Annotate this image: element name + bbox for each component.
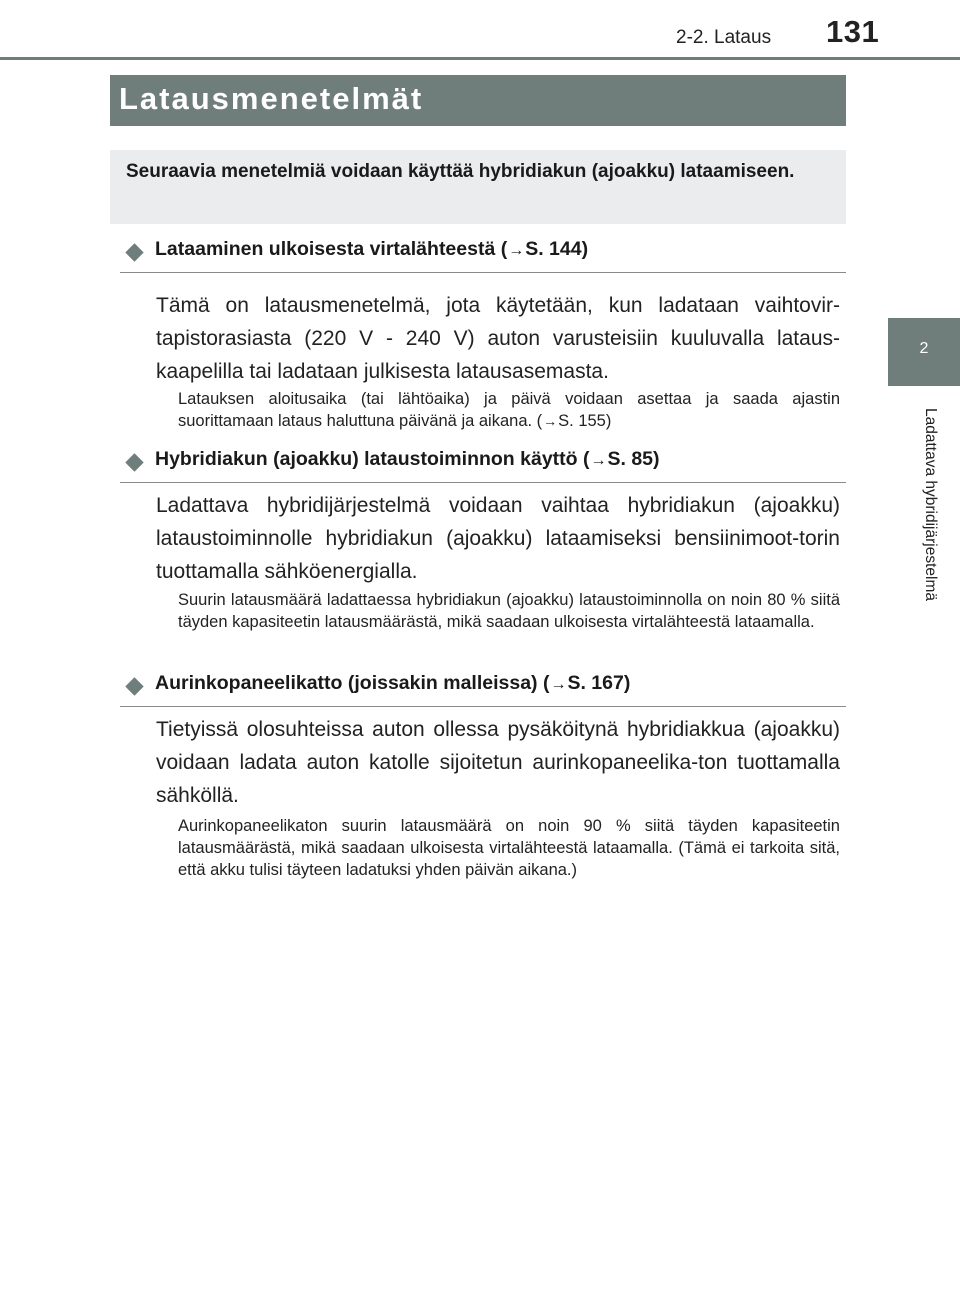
- arrow-right-icon: →: [543, 413, 558, 429]
- section-title: [155, 238, 588, 261]
- section-solar-roof: [120, 670, 846, 920]
- section-title-bar: [110, 75, 846, 126]
- section-body: Ladattava hybridijärjestelmä voidaan vaihtaa hybridiakun (ajoakku) lataustoiminnolle hybridiakun (ajoakku) lataamiseksi bensiinimoot-torin tuottamalla sähköenergialla.: [156, 494, 840, 583]
- page-reference[interactable]: S. 167): [567, 672, 631, 694]
- section-title-text: Aurinkopaneelikatto (joissakin malleissa) (: [155, 672, 550, 694]
- arrow-right-icon: →: [590, 452, 607, 469]
- chapter-tab: [888, 318, 960, 386]
- page-reference[interactable]: S. 85): [607, 448, 660, 470]
- page-number: 131: [826, 14, 880, 49]
- diamond-bullet-icon: [125, 453, 143, 471]
- diamond-bullet-icon: [125, 677, 143, 695]
- section-title: [155, 448, 660, 471]
- section-external-charging: [120, 236, 846, 436]
- chapter-side-title: Ladattava hybridijärjestelmä: [922, 408, 939, 601]
- arrow-right-icon: →: [550, 676, 567, 693]
- section-body: Tietyissä olosuhteissa auton ollessa pysäköitynä hybridiakkua (ajoakku) voidaan ladata auton katolle sijoitetun aurinkopaneelika-ton tuottamalla sähköllä.: [156, 718, 840, 807]
- section-note: [178, 388, 840, 432]
- header-divider: [0, 57, 960, 60]
- section-note: Aurinkopaneelikaton suurin latausmäärä on noin 90 % siitä täyden kapasiteetin latausmäärästä, mikä saadaan ulkoisesta virtalähteestä lataamalla. (Tämä ei tarkoita sitä, että akku tulisi täyteen ladatuksi yhden päivän aikana.): [178, 817, 840, 879]
- section-heading: [120, 670, 846, 707]
- section-note: Suurin latausmäärä ladattaessa hybridiakun (ajoakku) lataustoiminnolla on noin 80 % siitä täyden kapasiteetin latausmäärästä, mikä saadaan ulkoisesta virtalähteestä lataamalla.: [178, 591, 840, 631]
- chapter-tab-number: 2: [919, 340, 929, 357]
- page-reference[interactable]: S. 155): [558, 412, 612, 430]
- note-text: Latauksen aloitusaika (tai lähtöaika) ja päivä voidaan asettaa ja saada ajastin suorittamaan lataus haluttuna päivänä ja aikana. (: [178, 390, 840, 430]
- header-chapter: 2-2. Lataus: [676, 27, 772, 48]
- page-title: Latausmenetelmät: [119, 81, 424, 116]
- section-heading: [120, 236, 846, 273]
- section-body: Tämä on latausmenetelmä, jota käytetään, kun ladataan vaihtovir-tapistorasiasta (220 V - 240 V) auton varusteisiin kuuluvalla lataus-kaapelilla tai ladataan julkisesta latausasemasta.: [156, 294, 840, 383]
- section-title: [155, 672, 630, 695]
- arrow-right-icon: →: [508, 242, 525, 259]
- section-title-text: Hybridiakun (ajoakku) lataustoiminnon käyttö (: [155, 448, 590, 470]
- section-heading: [120, 446, 846, 483]
- section-title-text: Lataaminen ulkoisesta virtalähteestä (: [155, 238, 508, 260]
- diamond-bullet-icon: [125, 243, 143, 261]
- section-hybrid-charging-function: [120, 446, 846, 666]
- page-reference[interactable]: S. 144): [525, 238, 589, 260]
- intro-box: [110, 150, 846, 224]
- intro-text: Seuraavia menetelmiä voidaan käyttää hybridiakun (ajoakku) lataamiseen.: [126, 161, 795, 182]
